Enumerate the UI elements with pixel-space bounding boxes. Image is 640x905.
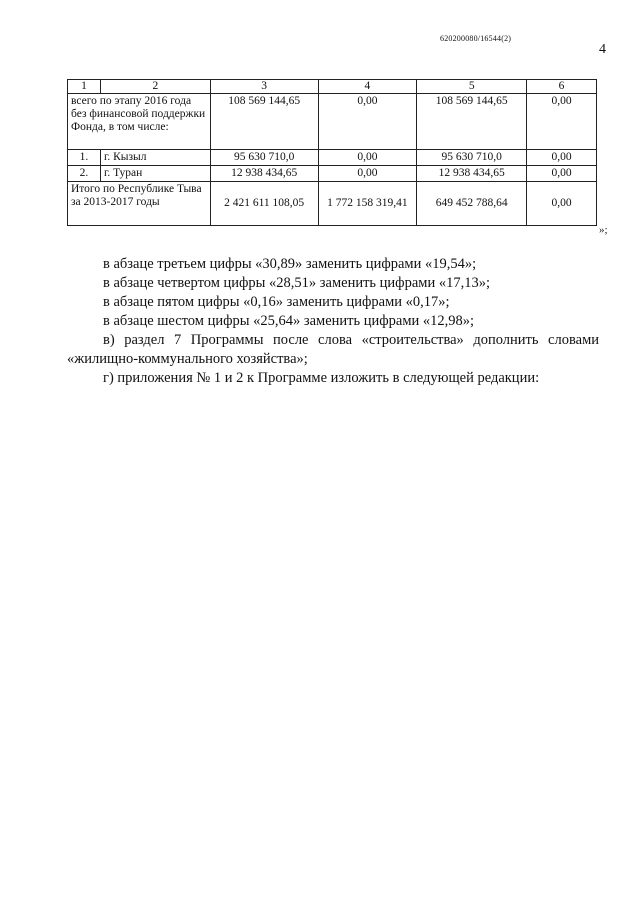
paragraph: в абзаце третьем цифры «30,89» заменить цифрами «19,54»; [103, 256, 477, 272]
row-number: 1. [68, 150, 101, 166]
row-label: г. Кызыл [100, 150, 210, 166]
table-cell: 0,00 [318, 150, 417, 166]
table-row [68, 94, 597, 150]
document-id: 620200080/16544(2) [440, 34, 512, 43]
table-cell: 0,00 [527, 182, 597, 226]
table-cell: 12 938 434,65 [210, 166, 318, 182]
col-number-3: 3 [210, 80, 318, 94]
closing-quote: »; [599, 224, 608, 236]
table-cell: 95 630 710,0 [417, 150, 527, 166]
row-label: всего по этапу 2016 года без финансовой поддержки Фонда, в том числе: [68, 94, 211, 150]
paragraph: г) приложения № 1 и 2 к Программе изложить в следующей редакции: [103, 370, 540, 386]
col-number-4: 4 [318, 80, 417, 94]
amendment-text [67, 255, 599, 388]
table-cell: 0,00 [527, 94, 597, 150]
table-row [68, 182, 597, 226]
row-number: 2. [68, 166, 101, 182]
paragraph: в абзаце шестом цифры «25,64» заменить цифрами «12,98»; [103, 313, 475, 329]
funding-table [67, 79, 597, 226]
table-cell: 0,00 [527, 166, 597, 182]
row-label: г. Туран [100, 166, 210, 182]
table-row [68, 166, 597, 182]
table-cell: 1 772 158 319,41 [318, 182, 417, 226]
col-number-1: 1 [68, 80, 101, 94]
paragraph: в абзаце четвертом цифры «28,51» заменить цифрами «17,13»; [103, 275, 490, 291]
table-cell: 108 569 144,65 [417, 94, 527, 150]
table-cell: 95 630 710,0 [210, 150, 318, 166]
page-number: 4 [599, 42, 606, 57]
table-row [68, 150, 597, 166]
table-cell: 649 452 788,64 [417, 182, 527, 226]
table-cell: 2 421 611 108,05 [210, 182, 318, 226]
table-cell: 0,00 [318, 166, 417, 182]
table-cell: 0,00 [527, 150, 597, 166]
col-number-6: 6 [527, 80, 597, 94]
table-cell: 12 938 434,65 [417, 166, 527, 182]
paragraph: в абзаце пятом цифры «0,16» заменить цифрами «0,17»; [103, 294, 450, 310]
table-header-row [68, 80, 597, 94]
table-cell: 0,00 [318, 94, 417, 150]
row-label: Итого по Республике Тыва за 2013-2017 годы [68, 182, 211, 226]
table-cell: 108 569 144,65 [210, 94, 318, 150]
col-number-5: 5 [417, 80, 527, 94]
paragraph: в) раздел 7 Программы после слова «строительства» дополнить словами «жилищно-коммунального хозяйства»; [67, 332, 599, 367]
col-number-2: 2 [100, 80, 210, 94]
